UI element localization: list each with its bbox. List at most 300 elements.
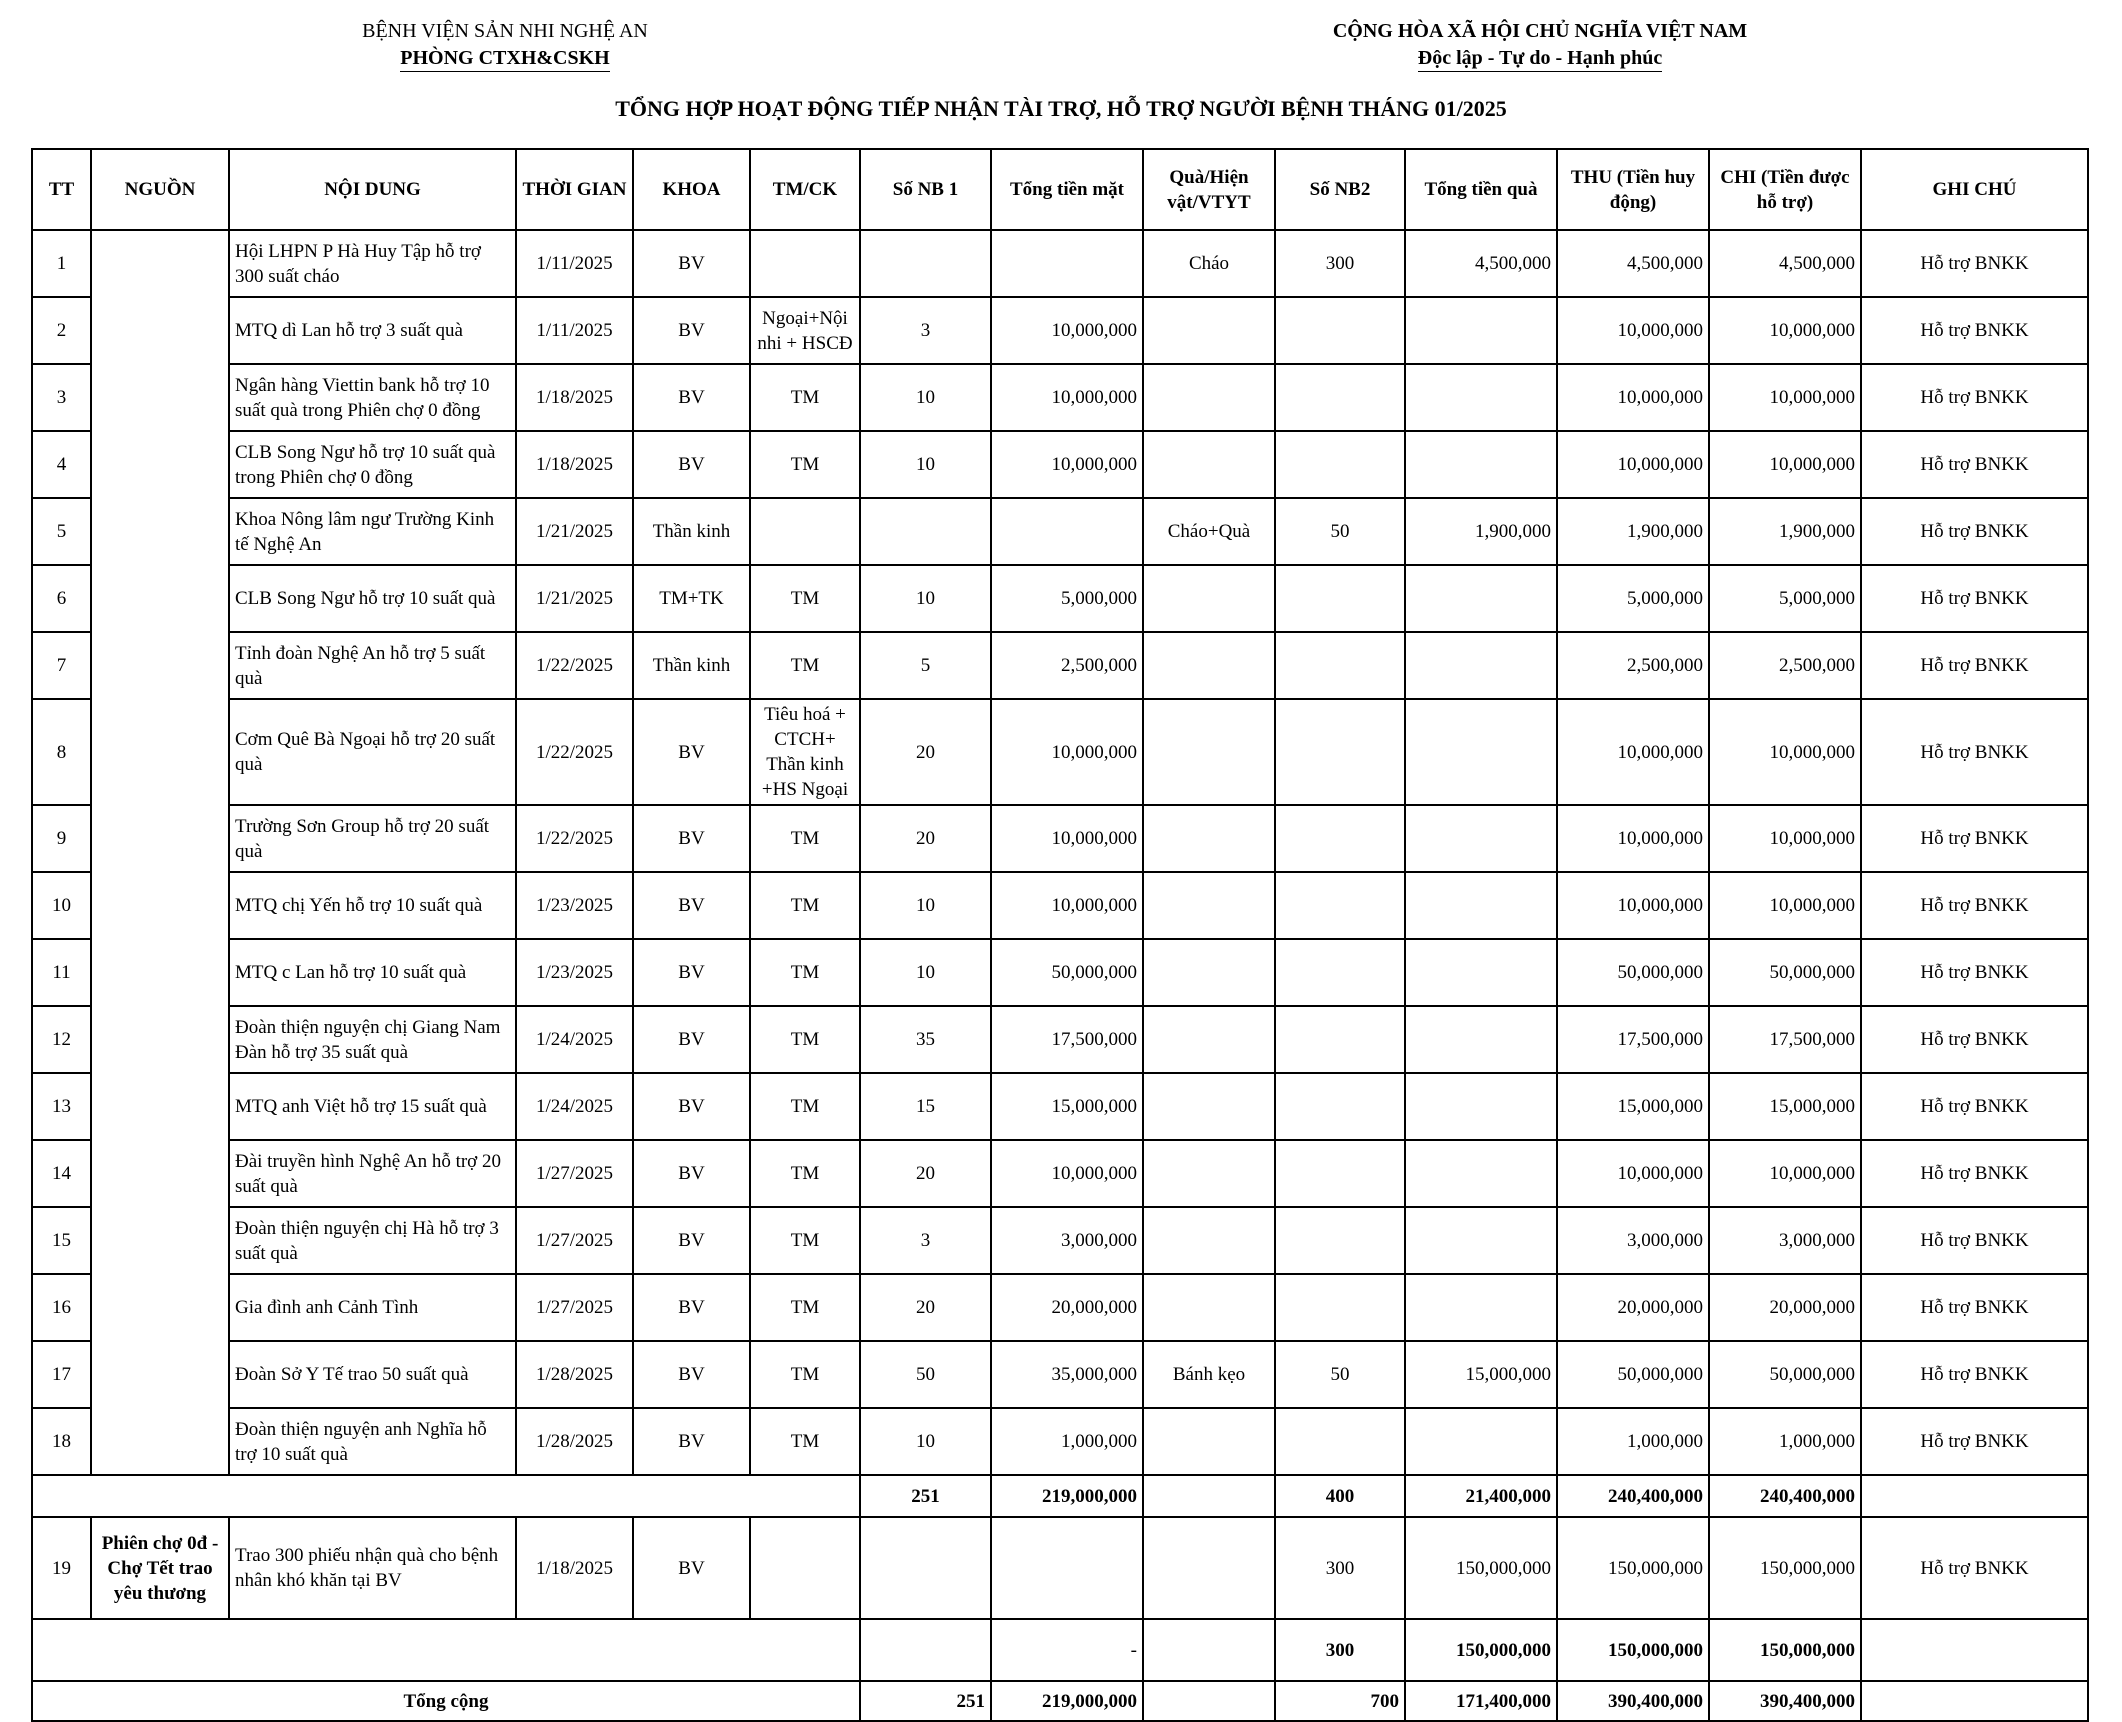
- row-chi: 10,000,000: [1709, 431, 1861, 498]
- national-title: CỘNG HÒA XÃ HỘI CHỦ NGHĨA VIỆT NAM: [1332, 20, 1748, 42]
- row-thu: 50,000,000: [1557, 939, 1709, 1006]
- row-date: 1/21/2025: [516, 565, 633, 632]
- row-chi: 20,000,000: [1709, 1274, 1861, 1341]
- row-gift: [1143, 297, 1275, 364]
- row-chi: 10,000,000: [1709, 364, 1861, 431]
- row-content: MTQ dì Lan hỗ trợ 3 suất quà: [229, 297, 516, 364]
- row-note: Hỗ trợ BNKK: [1861, 364, 2088, 431]
- row-tt: 5: [32, 498, 91, 565]
- row-thu: 10,000,000: [1557, 431, 1709, 498]
- row-thu: 4,500,000: [1557, 230, 1709, 297]
- row-note: Hỗ trợ BNKK: [1861, 1341, 2088, 1408]
- column-header: Tổng tiền mặt: [991, 149, 1143, 230]
- subtotal-nb1: 251: [860, 1475, 991, 1517]
- row-khoa: BV: [633, 872, 750, 939]
- row-date: 1/22/2025: [516, 699, 633, 805]
- row-gift-total: 15,000,000: [1405, 1341, 1557, 1408]
- row-note: Hỗ trợ BNKK: [1861, 498, 2088, 565]
- row-date: 1/28/2025: [516, 1408, 633, 1475]
- report-table: [31, 148, 2089, 1722]
- row-chi: 2,500,000: [1709, 632, 1861, 699]
- row-gift: [1143, 1274, 1275, 1341]
- row-thu: 3,000,000: [1557, 1207, 1709, 1274]
- row-date: 1/11/2025: [516, 230, 633, 297]
- row-nb2: [1275, 1140, 1405, 1207]
- row-thu: 20,000,000: [1557, 1274, 1709, 1341]
- table-row: [32, 498, 2088, 565]
- row-khoa: BV: [633, 364, 750, 431]
- subtotal2-chi: 150,000,000: [1709, 1619, 1861, 1681]
- row-content: Đài truyền hình Nghệ An hỗ trợ 20 suất quà: [229, 1140, 516, 1207]
- row-tmck: TM: [750, 632, 860, 699]
- row-thu: 15,000,000: [1557, 1073, 1709, 1140]
- table-row: [32, 1140, 2088, 1207]
- row-nb1: 10: [860, 431, 991, 498]
- row-gift-total: [1405, 1006, 1557, 1073]
- table-row: [32, 805, 2088, 872]
- row-nb2: [1275, 297, 1405, 364]
- row-nb2: [1275, 1408, 1405, 1475]
- row-gift: [1143, 1408, 1275, 1475]
- row-chi: 10,000,000: [1709, 699, 1861, 805]
- row-content: Cơm Quê Bà Ngoại hỗ trợ 20 suất quà: [229, 699, 516, 805]
- row-content: MTQ c Lan hỗ trợ 10 suất quà: [229, 939, 516, 1006]
- row-khoa: BV: [633, 699, 750, 805]
- table-row: [32, 1006, 2088, 1073]
- row-date: 1/28/2025: [516, 1341, 633, 1408]
- row-khoa: BV: [633, 1140, 750, 1207]
- row-note: Hỗ trợ BNKK: [1861, 872, 2088, 939]
- row-khoa: BV: [633, 1408, 750, 1475]
- row-chi: 1,900,000: [1709, 498, 1861, 565]
- table-row: [32, 1207, 2088, 1274]
- row-nb1: 15: [860, 1073, 991, 1140]
- row-nb2: [1275, 872, 1405, 939]
- row-gift: [1143, 1006, 1275, 1073]
- row-chi: 50,000,000: [1709, 1341, 1861, 1408]
- row-tt: 4: [32, 431, 91, 498]
- row-date: 1/11/2025: [516, 297, 633, 364]
- row-tmck: TM: [750, 1140, 860, 1207]
- column-header: THU (Tiền huy động): [1557, 149, 1709, 230]
- subtotal-cash: 219,000,000: [991, 1475, 1143, 1517]
- row-gift-total: 150,000,000: [1405, 1517, 1557, 1619]
- subtotal-row: [32, 1475, 2088, 1517]
- row-nb1: 20: [860, 699, 991, 805]
- column-header: KHOA: [633, 149, 750, 230]
- total-nb1: 251: [860, 1681, 991, 1721]
- row-source: Phiên chợ 0đ - Chợ Tết trao yêu thương: [91, 1517, 229, 1619]
- row-content: Tỉnh đoàn Nghệ An hỗ trợ 5 suất quà: [229, 632, 516, 699]
- hospital-header: [305, 18, 705, 72]
- row-nb1: 10: [860, 364, 991, 431]
- subtotal-row-2: [32, 1619, 2088, 1681]
- column-header: Số NB 1: [860, 149, 991, 230]
- row-tmck: TM: [750, 1006, 860, 1073]
- row-cash: 10,000,000: [991, 805, 1143, 872]
- grand-total-row: [32, 1681, 2088, 1721]
- row-chi: 17,500,000: [1709, 1006, 1861, 1073]
- total-chi: 390,400,000: [1709, 1681, 1861, 1721]
- row-tmck: TM: [750, 431, 860, 498]
- row-cash: 20,000,000: [991, 1274, 1143, 1341]
- row-nb2: [1275, 1006, 1405, 1073]
- total-gift-total: 171,400,000: [1405, 1681, 1557, 1721]
- row-content: Đoàn thiện nguyện chị Hà hỗ trợ 3 suất quà: [229, 1207, 516, 1274]
- subtotal2-cash: -: [991, 1619, 1143, 1681]
- row-gift: Cháo: [1143, 230, 1275, 297]
- row-gift: [1143, 1073, 1275, 1140]
- row-chi: 5,000,000: [1709, 565, 1861, 632]
- total-cash: 219,000,000: [991, 1681, 1143, 1721]
- row-note: Hỗ trợ BNKK: [1861, 1073, 2088, 1140]
- row-nb1: 3: [860, 1207, 991, 1274]
- row-khoa: BV: [633, 805, 750, 872]
- row-cash: 1,000,000: [991, 1408, 1143, 1475]
- column-header: GHI CHÚ: [1861, 149, 2088, 230]
- row-note: Hỗ trợ BNKK: [1861, 939, 2088, 1006]
- row-chi: 3,000,000: [1709, 1207, 1861, 1274]
- row-tt: 6: [32, 565, 91, 632]
- row-cash: 10,000,000: [991, 297, 1143, 364]
- row-tmck: TM: [750, 1408, 860, 1475]
- row-date: 1/24/2025: [516, 1073, 633, 1140]
- department-name: PHÒNG CTXH&CSKH: [305, 45, 705, 72]
- row-cash: 17,500,000: [991, 1006, 1143, 1073]
- row-khoa: BV: [633, 431, 750, 498]
- row-nb1: [860, 230, 991, 297]
- row-gift: [1143, 431, 1275, 498]
- row-content: MTQ anh Việt hỗ trợ 15 suất quà: [229, 1073, 516, 1140]
- row-chi: 150,000,000: [1709, 1517, 1861, 1619]
- row-date: 1/27/2025: [516, 1207, 633, 1274]
- table-row: [32, 297, 2088, 364]
- row-note: Hỗ trợ BNKK: [1861, 297, 2088, 364]
- row-tt: 7: [32, 632, 91, 699]
- table-row: [32, 1408, 2088, 1475]
- row-cash: 10,000,000: [991, 431, 1143, 498]
- row-cash: 10,000,000: [991, 699, 1143, 805]
- column-header: TM/CK: [750, 149, 860, 230]
- row-nb2: [1275, 364, 1405, 431]
- column-header: CHI (Tiền được hỗ trợ): [1709, 149, 1861, 230]
- row-thu: 10,000,000: [1557, 297, 1709, 364]
- row-date: 1/18/2025: [516, 431, 633, 498]
- row-tmck: [750, 498, 860, 565]
- row-gift: Bánh kẹo: [1143, 1341, 1275, 1408]
- row-nb2: 50: [1275, 498, 1405, 565]
- row-tt: 15: [32, 1207, 91, 1274]
- column-header: Quà/Hiện vật/VTYT: [1143, 149, 1275, 230]
- column-header: NỘI DUNG: [229, 149, 516, 230]
- hospital-name: BỆNH VIỆN SẢN NHI NGHỆ AN: [362, 20, 648, 42]
- row-khoa: BV: [633, 1006, 750, 1073]
- row-tt: 9: [32, 805, 91, 872]
- subtotal2-gift-total: 150,000,000: [1405, 1619, 1557, 1681]
- row-tmck: TM: [750, 1073, 860, 1140]
- row-thu: 10,000,000: [1557, 1140, 1709, 1207]
- row-content: Đoàn Sở Y Tế trao 50 suất quà: [229, 1341, 516, 1408]
- row-nb1: [860, 498, 991, 565]
- table-row: [32, 565, 2088, 632]
- row-thu: 5,000,000: [1557, 565, 1709, 632]
- table-header-row: [32, 149, 2088, 230]
- row-note: Hỗ trợ BNKK: [1861, 1140, 2088, 1207]
- row-date: 1/22/2025: [516, 805, 633, 872]
- row-gift: [1143, 1207, 1275, 1274]
- subtotal2-nb2: 300: [1275, 1619, 1405, 1681]
- row-nb2: [1275, 1207, 1405, 1274]
- national-header: [1280, 18, 1800, 72]
- row-tt: 8: [32, 699, 91, 805]
- row-cash: 3,000,000: [991, 1207, 1143, 1274]
- row-nb2: [1275, 632, 1405, 699]
- row-tmck: TM: [750, 565, 860, 632]
- row-tt: 11: [32, 939, 91, 1006]
- row-date: 1/21/2025: [516, 498, 633, 565]
- row-gift-total: 1,900,000: [1405, 498, 1557, 565]
- row-gift-total: [1405, 1073, 1557, 1140]
- row-note: Hỗ trợ BNKK: [1861, 1006, 2088, 1073]
- row-note: Hỗ trợ BNKK: [1861, 805, 2088, 872]
- row-khoa: BV: [633, 1517, 750, 1619]
- row-cash: [991, 498, 1143, 565]
- row-nb1: 50: [860, 1341, 991, 1408]
- table-row: [32, 872, 2088, 939]
- column-header: NGUỒN: [91, 149, 229, 230]
- row-nb1: 20: [860, 1140, 991, 1207]
- row-gift-total: [1405, 1207, 1557, 1274]
- row-thu: 10,000,000: [1557, 699, 1709, 805]
- row-tmck: TM: [750, 364, 860, 431]
- row-nb2: [1275, 565, 1405, 632]
- row-nb2: [1275, 939, 1405, 1006]
- row-nb1: 10: [860, 1408, 991, 1475]
- row-tt: 16: [32, 1274, 91, 1341]
- table-row: [32, 1073, 2088, 1140]
- column-header: THỜI GIAN: [516, 149, 633, 230]
- row-tmck: Tiêu hoá + CTCH+ Thần kinh +HS Ngoại: [750, 699, 860, 805]
- row-note: Hỗ trợ BNKK: [1861, 699, 2088, 805]
- row-thu: 10,000,000: [1557, 805, 1709, 872]
- row-content: MTQ chị Yến hỗ trợ 10 suất quà: [229, 872, 516, 939]
- row-source: [91, 230, 229, 1475]
- row-gift-total: [1405, 1274, 1557, 1341]
- row-gift-total: [1405, 364, 1557, 431]
- row-content: CLB Song Ngư hỗ trợ 10 suất quà trong Phiên chợ 0 đồng: [229, 431, 516, 498]
- subtotal2-thu: 150,000,000: [1557, 1619, 1709, 1681]
- row-cash: 10,000,000: [991, 364, 1143, 431]
- row-khoa: BV: [633, 1341, 750, 1408]
- table-row: [32, 1274, 2088, 1341]
- row-cash: 10,000,000: [991, 872, 1143, 939]
- row-tt: 12: [32, 1006, 91, 1073]
- row-nb1: 10: [860, 565, 991, 632]
- row-tmck: TM: [750, 1341, 860, 1408]
- row-tmck: TM: [750, 872, 860, 939]
- row-cash: 35,000,000: [991, 1341, 1143, 1408]
- table-row: [32, 230, 2088, 297]
- row-gift: [1143, 632, 1275, 699]
- row-tmck: TM: [750, 939, 860, 1006]
- row-nb1: 20: [860, 805, 991, 872]
- row-tt: 19: [32, 1517, 91, 1619]
- row-note: Hỗ trợ BNKK: [1861, 1408, 2088, 1475]
- row-thu: 1,000,000: [1557, 1408, 1709, 1475]
- row-gift-total: [1405, 632, 1557, 699]
- row-tt: 2: [32, 297, 91, 364]
- row-content: Gia đình anh Cảnh Tình: [229, 1274, 516, 1341]
- row-nb1: 10: [860, 872, 991, 939]
- row-nb1: 5: [860, 632, 991, 699]
- row-nb1: 10: [860, 939, 991, 1006]
- row-cash: 2,500,000: [991, 632, 1143, 699]
- row-khoa: TM+TK: [633, 565, 750, 632]
- row-tmck: TM: [750, 1274, 860, 1341]
- column-header: Số NB2: [1275, 149, 1405, 230]
- row-chi: 50,000,000: [1709, 939, 1861, 1006]
- row-content: CLB Song Ngư hỗ trợ 10 suất quà: [229, 565, 516, 632]
- row-chi: 4,500,000: [1709, 230, 1861, 297]
- row-note: Hỗ trợ BNKK: [1861, 1207, 2088, 1274]
- row-khoa: BV: [633, 1207, 750, 1274]
- row-nb2: [1275, 1274, 1405, 1341]
- row-gift: [1143, 872, 1275, 939]
- row-content: Trao 300 phiếu nhận quà cho bệnh nhân khó khăn tại BV: [229, 1517, 516, 1619]
- row-gift-total: [1405, 805, 1557, 872]
- table-row: [32, 431, 2088, 498]
- row-gift-total: [1405, 297, 1557, 364]
- national-motto: Độc lập - Tự do - Hạnh phúc: [1280, 45, 1800, 72]
- row-khoa: BV: [633, 1274, 750, 1341]
- row-date: 1/23/2025: [516, 939, 633, 1006]
- row-chi: 10,000,000: [1709, 872, 1861, 939]
- subtotal-thu: 240,400,000: [1557, 1475, 1709, 1517]
- row-nb1: 20: [860, 1274, 991, 1341]
- row-gift: [1143, 939, 1275, 1006]
- row-tt: 13: [32, 1073, 91, 1140]
- row-thu: 2,500,000: [1557, 632, 1709, 699]
- row-khoa: BV: [633, 939, 750, 1006]
- row-gift: [1143, 565, 1275, 632]
- row-date: 1/22/2025: [516, 632, 633, 699]
- row-gift-total: [1405, 939, 1557, 1006]
- column-header: Tổng tiền quà: [1405, 149, 1557, 230]
- row-date: 1/18/2025: [516, 364, 633, 431]
- row-cash: 5,000,000: [991, 565, 1143, 632]
- row-tt: 3: [32, 364, 91, 431]
- row-gift: Cháo+Quà: [1143, 498, 1275, 565]
- row-gift-total: [1405, 565, 1557, 632]
- row-nb2: 300: [1275, 230, 1405, 297]
- row-chi: 15,000,000: [1709, 1073, 1861, 1140]
- row-content: Hội LHPN P Hà Huy Tập hỗ trợ 300 suất cháo: [229, 230, 516, 297]
- row-content: Trường Sơn Group hỗ trợ 20 suất quà: [229, 805, 516, 872]
- row-gift-total: [1405, 872, 1557, 939]
- row-gift: [1143, 364, 1275, 431]
- table-row: [32, 1517, 2088, 1619]
- row-khoa: BV: [633, 1073, 750, 1140]
- row-chi: 10,000,000: [1709, 297, 1861, 364]
- row-nb2: 50: [1275, 1341, 1405, 1408]
- subtotal-chi: 240,400,000: [1709, 1475, 1861, 1517]
- row-nb2: [1275, 1073, 1405, 1140]
- table-row: [32, 1341, 2088, 1408]
- table-row: [32, 364, 2088, 431]
- row-tt: 14: [32, 1140, 91, 1207]
- row-content: Ngân hàng Viettin bank hỗ trợ 10 suất quà trong Phiên chợ 0 đồng: [229, 364, 516, 431]
- row-thu: 150,000,000: [1557, 1517, 1709, 1619]
- row-content: Đoàn thiện nguyện anh Nghĩa hỗ trợ 10 suất quà: [229, 1408, 516, 1475]
- row-thu: 10,000,000: [1557, 872, 1709, 939]
- row-nb2: 300: [1275, 1517, 1405, 1619]
- row-nb1: 35: [860, 1006, 991, 1073]
- row-nb1: 3: [860, 297, 991, 364]
- row-content: Đoàn thiện nguyện chị Giang Nam Đàn hỗ trợ 35 suất quà: [229, 1006, 516, 1073]
- row-chi: 10,000,000: [1709, 1140, 1861, 1207]
- row-gift: [1143, 699, 1275, 805]
- row-tmck: TM: [750, 1207, 860, 1274]
- row-tmck: TM: [750, 805, 860, 872]
- row-tt: 18: [32, 1408, 91, 1475]
- row-gift: [1143, 1140, 1275, 1207]
- total-thu: 390,400,000: [1557, 1681, 1709, 1721]
- table-row: [32, 632, 2088, 699]
- row-cash: [991, 230, 1143, 297]
- row-thu: 50,000,000: [1557, 1341, 1709, 1408]
- row-gift-total: [1405, 1408, 1557, 1475]
- row-tt: 10: [32, 872, 91, 939]
- row-gift-total: 4,500,000: [1405, 230, 1557, 297]
- row-tmck: [750, 230, 860, 297]
- table-row: [32, 939, 2088, 1006]
- row-chi: 10,000,000: [1709, 805, 1861, 872]
- row-chi: 1,000,000: [1709, 1408, 1861, 1475]
- row-thu: 1,900,000: [1557, 498, 1709, 565]
- row-content: Khoa Nông lâm ngư Trường Kinh tế Nghệ An: [229, 498, 516, 565]
- row-note: Hỗ trợ BNKK: [1861, 1274, 2088, 1341]
- document-title: TỔNG HỢP HOẠT ĐỘNG TIẾP NHẬN TÀI TRỢ, HỖ TRỢ NGƯỜI BỆNH THÁNG 01/2025: [615, 96, 1507, 121]
- subtotal-nb2: 400: [1275, 1475, 1405, 1517]
- subtotal-gift-total: 21,400,000: [1405, 1475, 1557, 1517]
- total-nb2: 700: [1275, 1681, 1405, 1721]
- row-date: 1/24/2025: [516, 1006, 633, 1073]
- row-gift-total: [1405, 1140, 1557, 1207]
- row-date: 1/18/2025: [516, 1517, 633, 1619]
- row-nb2: [1275, 805, 1405, 872]
- row-gift: [1143, 805, 1275, 872]
- row-thu: 10,000,000: [1557, 364, 1709, 431]
- row-gift-total: [1405, 699, 1557, 805]
- row-nb2: [1275, 431, 1405, 498]
- row-tmck: Ngoại+Nội nhi + HSCĐ: [750, 297, 860, 364]
- row-cash: 10,000,000: [991, 1140, 1143, 1207]
- row-date: 1/23/2025: [516, 872, 633, 939]
- table-row: [32, 699, 2088, 805]
- row-khoa: Thần kinh: [633, 498, 750, 565]
- grand-total-label: Tổng cộng: [32, 1681, 860, 1721]
- row-note: Hỗ trợ BNKK: [1861, 1517, 2088, 1619]
- row-cash: 15,000,000: [991, 1073, 1143, 1140]
- row-note: Hỗ trợ BNKK: [1861, 431, 2088, 498]
- row-note: Hỗ trợ BNKK: [1861, 632, 2088, 699]
- row-tt: 17: [32, 1341, 91, 1408]
- row-note: Hỗ trợ BNKK: [1861, 230, 2088, 297]
- row-thu: 17,500,000: [1557, 1006, 1709, 1073]
- row-date: 1/27/2025: [516, 1140, 633, 1207]
- row-khoa: BV: [633, 297, 750, 364]
- row-date: 1/27/2025: [516, 1274, 633, 1341]
